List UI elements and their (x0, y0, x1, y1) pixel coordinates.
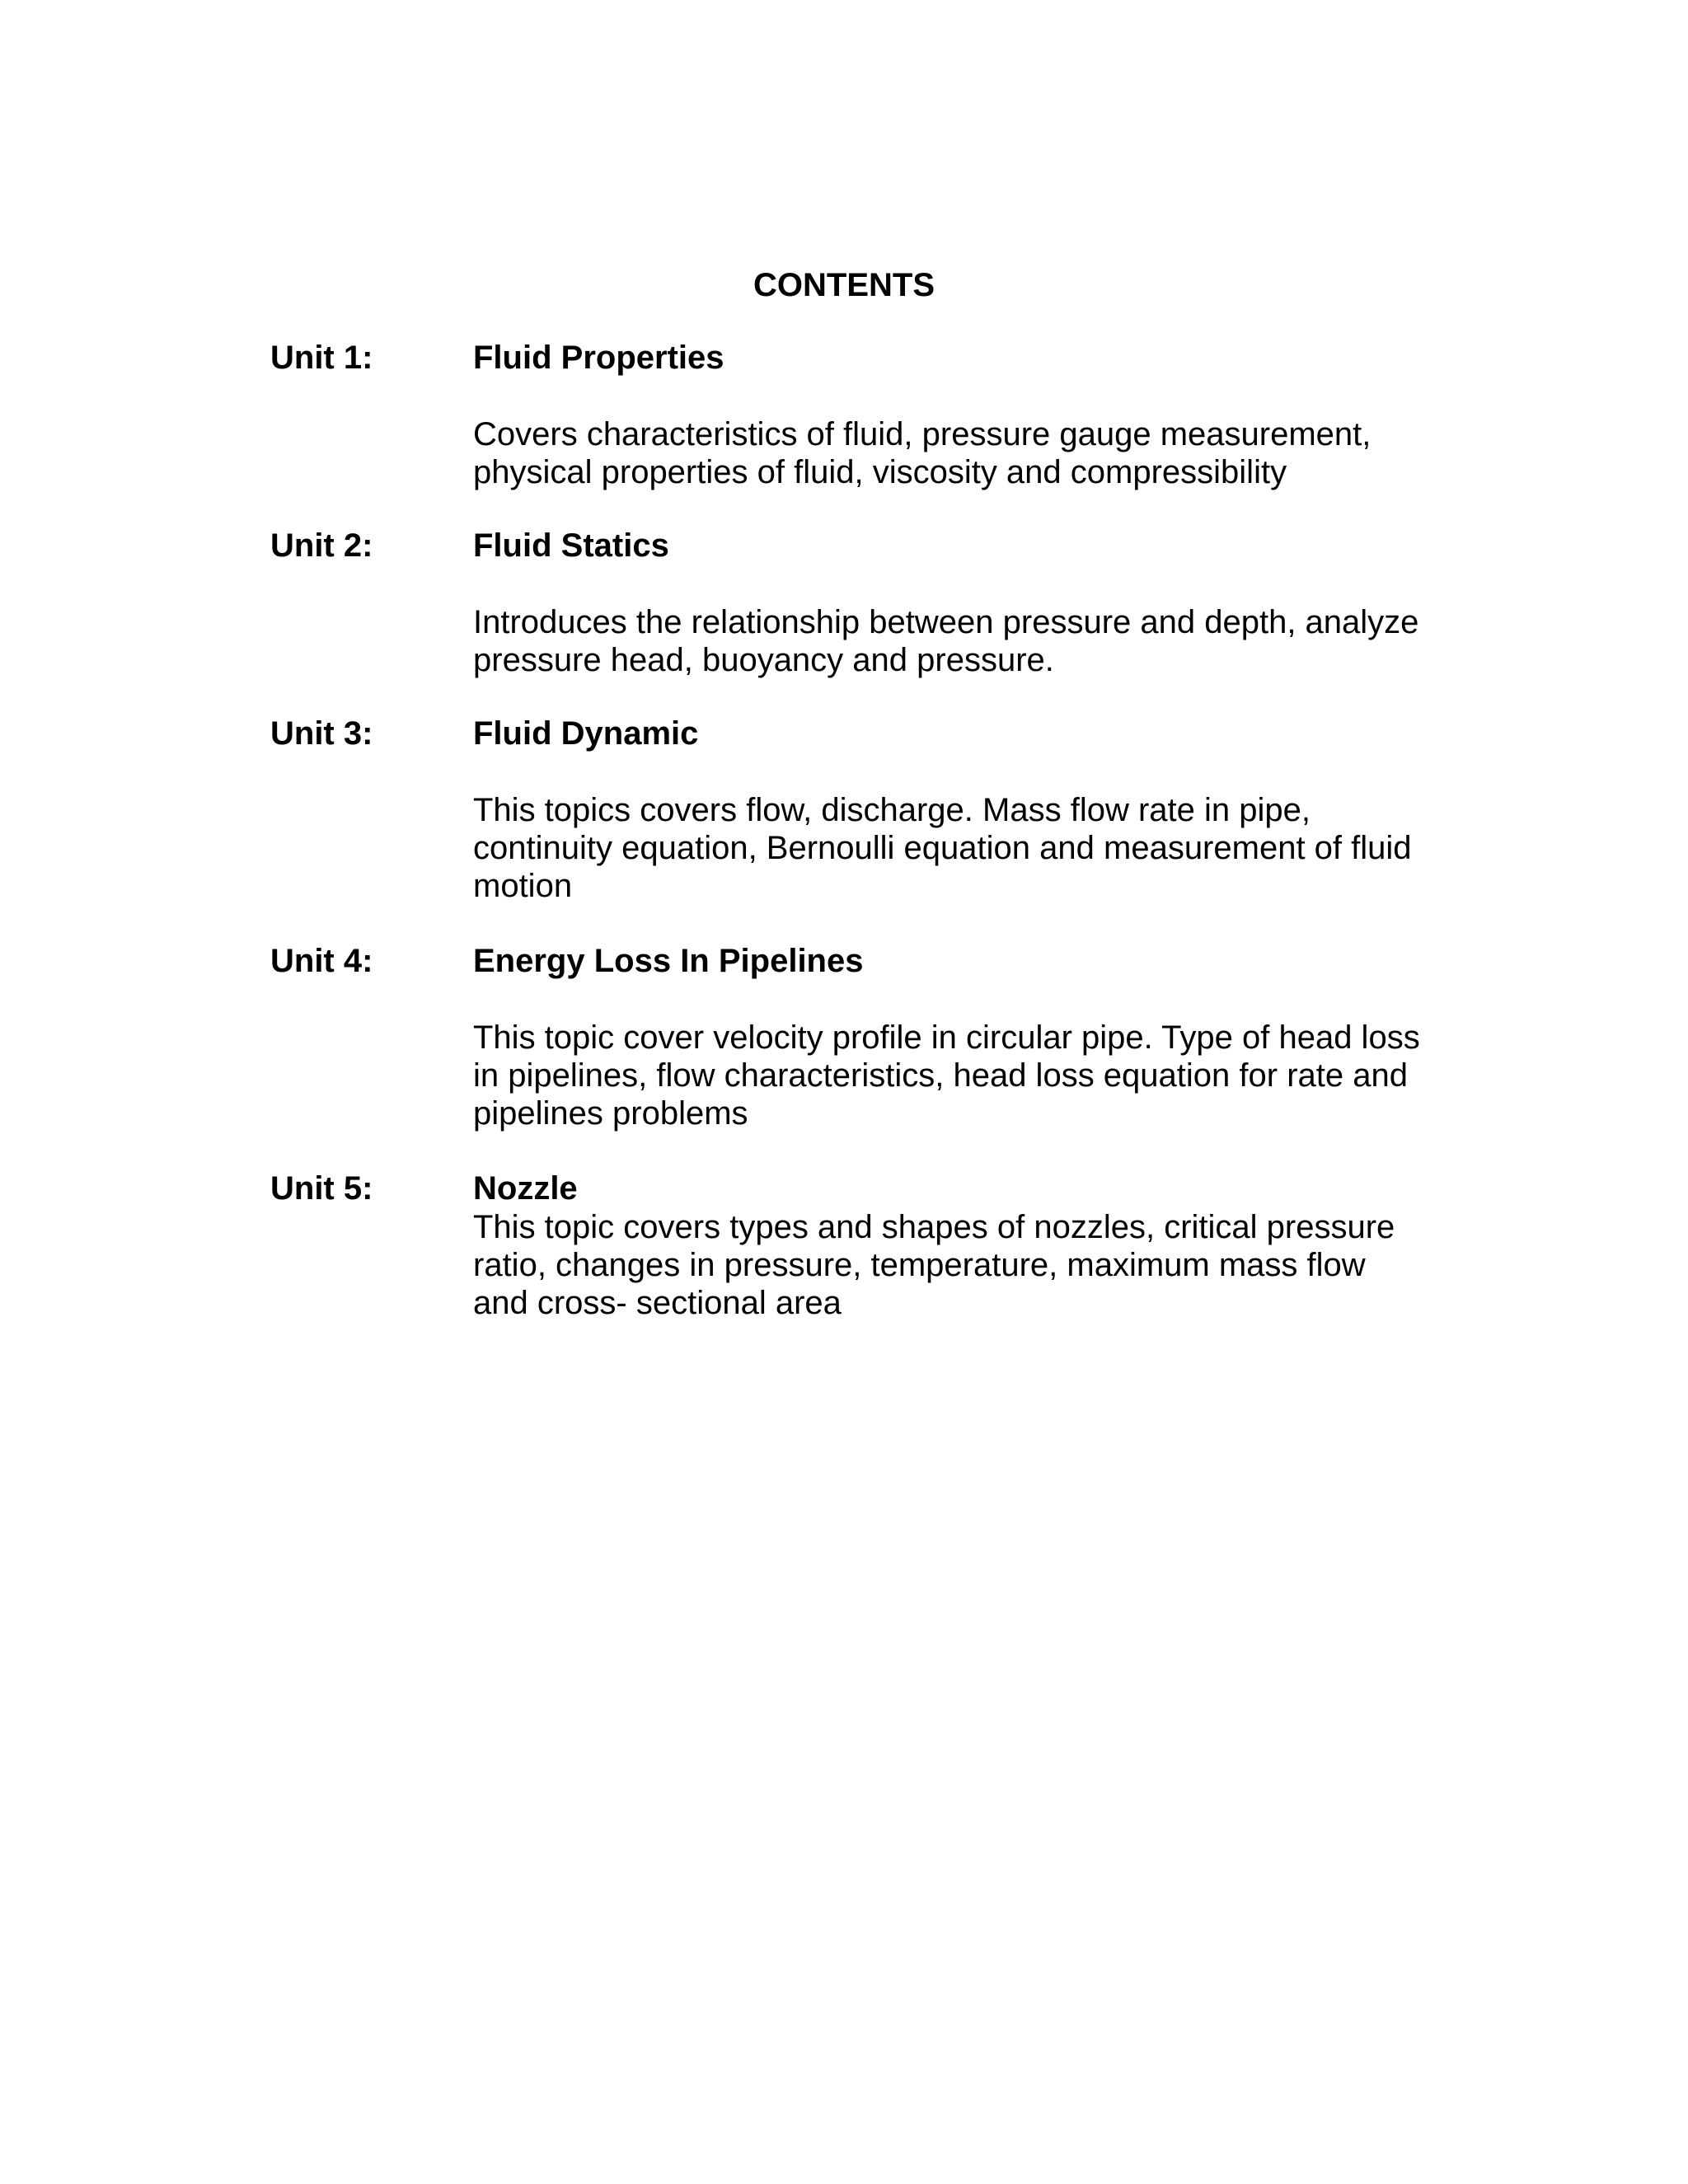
unit-description (473, 415, 1479, 491)
description-line: and cross- sectional area (473, 1285, 842, 1321)
description-line: ratio, changes in pressure, temperature, maximum mass flow (473, 1247, 1366, 1283)
unit-label: Unit 4: (270, 943, 373, 979)
unit-heading: Fluid Dynamic (473, 715, 699, 752)
description-line: continuity equation, Bernoulli equation and measurement of fluid (473, 830, 1412, 866)
description-line: motion (473, 868, 573, 904)
description-line: physical properties of fluid, viscosity and compressibility (473, 454, 1287, 490)
unit-body (473, 1169, 1479, 1322)
unit-body (473, 941, 1479, 1132)
unit-label: Unit 2: (270, 527, 373, 564)
unit-heading: Fluid Properties (473, 340, 724, 376)
description-line: This topics covers flow, discharge. Mass flow rate in pipe, (473, 792, 1311, 828)
description-line: Covers characteristics of fluid, pressure gauge measurement, (473, 416, 1372, 452)
unit-heading: Nozzle (473, 1170, 578, 1207)
description-line: This topic cover velocity profile in circular pipe. Type of head loss (473, 1019, 1420, 1056)
unit-label: Unit 3: (270, 715, 373, 752)
contents-title: CONTENTS (753, 267, 935, 303)
description-line: pressure head, buoyancy and pressure. (473, 642, 1054, 678)
unit-heading: Energy Loss In Pipelines (473, 943, 864, 979)
unit-label: Unit 1: (270, 340, 373, 376)
unit-label: Unit 5: (270, 1170, 373, 1207)
unit-heading: Fluid Statics (473, 527, 669, 564)
unit-description (473, 1208, 1479, 1322)
description-line: This topic covers types and shapes of nozzles, critical pressure (473, 1209, 1395, 1245)
unit-description (473, 791, 1479, 905)
unit-description (473, 603, 1479, 679)
description-line: in pipelines, flow characteristics, head loss equation for rate and (473, 1057, 1408, 1094)
unit-body (473, 338, 1479, 491)
description-line: pipelines problems (473, 1095, 748, 1132)
unit-description (473, 1019, 1479, 1132)
unit-body (473, 526, 1479, 679)
unit-body (473, 714, 1479, 905)
description-line: Introduces the relationship between pressure and depth, analyze (473, 604, 1419, 640)
